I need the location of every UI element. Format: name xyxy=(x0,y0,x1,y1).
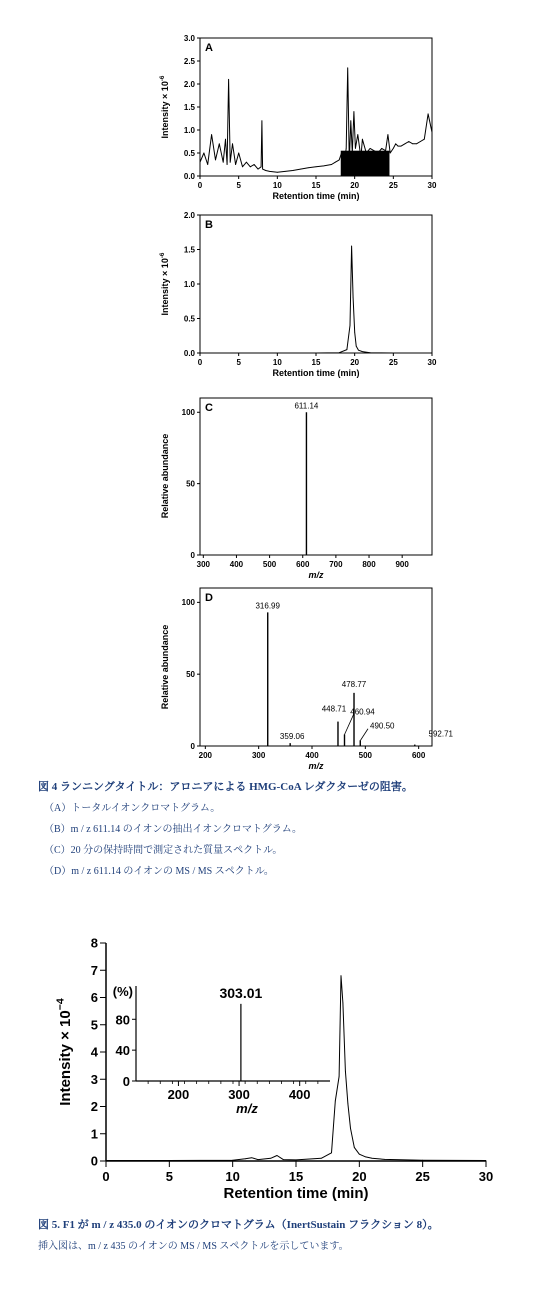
plot-frame xyxy=(200,588,432,746)
data-point xyxy=(251,1157,252,1158)
data-point xyxy=(395,143,396,144)
data-point xyxy=(254,164,255,165)
x-tick-label: 600 xyxy=(411,751,426,760)
data-point xyxy=(351,246,352,247)
y-tick-label: 100 xyxy=(181,408,195,418)
x-tick-label: 400 xyxy=(305,751,319,760)
data-point xyxy=(393,353,394,354)
data-point xyxy=(335,162,336,163)
data-point xyxy=(408,141,409,142)
data-point xyxy=(232,1160,233,1161)
data-point xyxy=(353,297,354,298)
noise-band xyxy=(341,151,390,176)
x-axis-label: Retention time (min) xyxy=(272,191,360,201)
inset-x-tick-label: 200 xyxy=(167,1087,190,1102)
x-tick-label: 500 xyxy=(358,751,373,760)
data-point xyxy=(285,171,286,172)
data-point xyxy=(242,166,243,167)
data-point xyxy=(412,143,413,144)
data-point xyxy=(106,1160,107,1161)
x-tick-label: 25 xyxy=(388,358,398,367)
data-point xyxy=(235,164,236,165)
y-tick-label: 2 xyxy=(90,1099,98,1115)
y-axis-label: Relative abundance xyxy=(160,624,170,710)
data-point xyxy=(339,352,340,353)
data-point xyxy=(203,153,204,154)
y-axis-exponent: −4 xyxy=(54,998,67,1011)
y-tick-label: 2.0 xyxy=(183,210,195,220)
chart-b xyxy=(159,211,437,378)
x-tick-label: 200 xyxy=(198,751,213,760)
x-axis-label: Retention time (min) xyxy=(272,368,360,378)
data-point xyxy=(355,148,356,149)
data-point xyxy=(432,353,433,354)
x-tick-label: 15 xyxy=(311,358,321,367)
x-tick-label: 10 xyxy=(272,181,282,190)
data-point xyxy=(228,79,229,80)
y-tick-label: 3.0 xyxy=(183,33,195,43)
data-point xyxy=(354,332,355,333)
y-tick-label: 0 xyxy=(190,741,195,751)
data-point xyxy=(384,1159,385,1160)
data-point xyxy=(207,164,208,165)
peak-label: 478.77 xyxy=(341,679,367,689)
peak-label: 460.94 xyxy=(350,707,375,717)
data-point xyxy=(339,1076,340,1077)
data-point xyxy=(348,1103,349,1104)
x-axis-label: Retention time (min) xyxy=(223,1185,369,1202)
y-tick-label: 50 xyxy=(186,479,195,489)
data-point xyxy=(353,111,354,112)
data-point xyxy=(405,143,406,144)
panel-label: A xyxy=(205,42,213,54)
data-point xyxy=(331,164,332,165)
y-tick-label: 6 xyxy=(90,990,98,1006)
x-tick-label: 20 xyxy=(350,358,360,367)
peak-label: 490.50 xyxy=(370,721,395,731)
data-point xyxy=(269,171,270,172)
peak-label: 316.99 xyxy=(255,601,280,611)
y-tick-label: 0.0 xyxy=(183,348,195,358)
y-axis-exponent: -6 xyxy=(158,252,166,259)
data-point xyxy=(381,148,382,149)
x-tick-label: 300 xyxy=(251,751,266,760)
x-tick-label: 500 xyxy=(262,560,277,569)
data-point xyxy=(345,1071,346,1072)
x-tick-label: 20 xyxy=(352,1169,367,1184)
data-point xyxy=(356,346,357,347)
data-point xyxy=(283,1159,284,1160)
data-point xyxy=(265,170,266,171)
data-point xyxy=(393,148,394,149)
data-point xyxy=(308,167,309,168)
data-point xyxy=(262,169,263,170)
data-point xyxy=(258,1159,259,1160)
x-tick-label: 30 xyxy=(427,181,437,190)
panel-label: C xyxy=(205,402,213,414)
data-point xyxy=(432,132,433,133)
data-point xyxy=(261,166,262,167)
y-tick-label: 0 xyxy=(90,1153,98,1169)
y-tick-label: 4 xyxy=(90,1044,98,1060)
data-point xyxy=(339,160,340,161)
data-point xyxy=(388,134,389,135)
leader-line xyxy=(345,714,354,734)
x-tick-label: 25 xyxy=(388,181,398,190)
x-axis-label: m/z xyxy=(308,761,324,771)
inset-peak-label: 303.01 xyxy=(219,984,263,1001)
y-tick-label: 2.0 xyxy=(183,79,195,89)
data-point xyxy=(416,143,417,144)
x-tick-label: 400 xyxy=(229,560,244,569)
inset-x-tick-label: 400 xyxy=(288,1087,311,1102)
y-tick-label: 0.0 xyxy=(183,171,195,181)
y-tick-label: 7 xyxy=(90,962,98,978)
inset-x-label: m/z xyxy=(236,1101,258,1116)
data-point xyxy=(424,139,425,140)
leader-line xyxy=(361,729,368,740)
chart-a xyxy=(159,34,437,201)
data-point xyxy=(341,975,342,976)
inset-chart xyxy=(113,984,330,1116)
x-tick-label: 800 xyxy=(362,560,376,569)
x-tick-label: 600 xyxy=(296,560,310,569)
data-point xyxy=(238,153,239,154)
data-point xyxy=(270,1158,271,1159)
data-point xyxy=(316,353,317,354)
data-point xyxy=(227,164,228,165)
data-point xyxy=(486,1160,487,1161)
y-tick-label: 50 xyxy=(186,669,195,679)
data-point xyxy=(258,169,259,170)
y-tick-label: 1.5 xyxy=(183,102,195,112)
x-axis-label: m/z xyxy=(308,570,324,580)
y-axis-label: Intensity × $10^{-6}$ xyxy=(158,252,170,316)
x-tick-label: 5 xyxy=(236,358,241,367)
data-point xyxy=(354,1147,355,1148)
y-tick-label: 3 xyxy=(90,1071,98,1087)
y-axis-label: Intensity × $10^{-6}$ xyxy=(158,75,170,139)
x-tick-label: 5 xyxy=(165,1169,173,1184)
data-point xyxy=(169,1160,170,1161)
chromatogram-trace xyxy=(200,68,432,172)
data-point xyxy=(359,1154,360,1155)
x-tick-label: 900 xyxy=(395,560,409,569)
data-point xyxy=(350,120,351,121)
data-point xyxy=(261,120,262,121)
data-point xyxy=(296,1160,297,1161)
data-point xyxy=(357,134,358,135)
data-point xyxy=(350,325,351,326)
data-point xyxy=(230,162,231,163)
peak-label: 359.06 xyxy=(279,732,305,742)
y-tick-label: 0.5 xyxy=(183,148,195,158)
data-point xyxy=(225,139,226,140)
figure4-caption-line-d: （D）m / z 611.14 のイオンの MS / MS スペクトル。 xyxy=(44,866,274,877)
chromatogram-trace xyxy=(106,976,486,1161)
y-tick-label: 2.5 xyxy=(183,56,195,66)
x-tick-label: 300 xyxy=(196,560,210,569)
data-point xyxy=(277,172,278,173)
data-point xyxy=(390,153,391,154)
data-point xyxy=(350,1128,351,1129)
x-tick-label: 10 xyxy=(225,1169,240,1184)
data-point xyxy=(277,1155,278,1156)
data-point xyxy=(323,165,324,166)
data-point xyxy=(245,1158,246,1159)
y-tick-label: 5 xyxy=(90,1017,98,1033)
plot-frame xyxy=(200,215,432,353)
figure4-caption-title: 図 4 ランニングタイトル：アロニアによる HMG-CoA レダクターゼの阻害。 xyxy=(38,781,413,793)
x-tick-label: 700 xyxy=(329,560,343,569)
inset-y-tick-label: 0 xyxy=(122,1074,130,1089)
y-tick-label: 1 xyxy=(90,1126,98,1142)
data-point xyxy=(292,170,293,171)
data-point xyxy=(398,146,399,147)
x-tick-label: 30 xyxy=(427,358,437,367)
data-point xyxy=(219,143,220,144)
y-tick-label: 0 xyxy=(190,550,195,560)
figure5-caption-line: 挿入図は、m / z 435 のイオンの MS / MS スペクトルを示しています。 xyxy=(38,1241,349,1252)
data-point xyxy=(200,353,201,354)
x-tick-label: 25 xyxy=(415,1169,430,1184)
y-axis-label: Intensity × $10^{-4}$ xyxy=(54,998,74,1106)
data-point xyxy=(238,353,239,354)
y-axis-exponent: -6 xyxy=(158,75,166,82)
x-tick-label: 0 xyxy=(197,358,203,367)
plot-frame xyxy=(200,398,432,555)
chromatogram-trace xyxy=(200,246,432,353)
y-tick-label: 0.5 xyxy=(183,314,195,324)
data-point xyxy=(362,139,363,140)
data-point xyxy=(223,162,224,163)
data-point xyxy=(370,148,371,149)
y-tick-label: 1.0 xyxy=(183,279,195,289)
data-point xyxy=(372,1158,373,1159)
data-point xyxy=(250,166,251,167)
x-tick-label: 20 xyxy=(350,181,360,190)
data-point xyxy=(277,353,278,354)
data-point xyxy=(300,169,301,170)
inset-y-tick-label: 80 xyxy=(115,1012,130,1028)
chart-d xyxy=(160,588,454,771)
data-point xyxy=(215,160,216,161)
x-tick-label: 0 xyxy=(102,1169,110,1184)
data-point xyxy=(347,349,348,350)
data-point xyxy=(370,352,371,353)
inset-x-tick-label: 300 xyxy=(228,1087,250,1102)
y-tick-label: 1.0 xyxy=(183,125,195,135)
panel-label: D xyxy=(205,592,213,604)
x-tick-label: 10 xyxy=(272,358,282,367)
inset-y-label: (%) xyxy=(112,984,133,999)
data-point xyxy=(331,1152,332,1153)
data-point xyxy=(420,141,421,142)
data-point xyxy=(358,350,359,351)
y-axis-label: Relative abundance xyxy=(160,433,170,519)
data-point xyxy=(362,351,363,352)
data-point xyxy=(232,143,233,144)
figure4-caption-line-a: （A）トータルイオンクロマトグラム。 xyxy=(44,803,221,814)
data-point xyxy=(335,1101,336,1102)
peak-label: 611.14 xyxy=(294,401,319,411)
data-point xyxy=(342,1003,343,1004)
y-tick-label: 8 xyxy=(90,935,98,951)
data-point xyxy=(428,114,429,115)
x-tick-label: 30 xyxy=(478,1169,494,1184)
data-point xyxy=(246,162,247,163)
peak-label: 448.71 xyxy=(321,704,347,714)
panel-label: B xyxy=(205,219,213,231)
y-tick-label: 100 xyxy=(181,598,195,608)
peak-label: 592.71 xyxy=(428,729,454,739)
y-tick-label: 1.5 xyxy=(183,245,195,255)
x-tick-label: 5 xyxy=(236,181,241,190)
x-tick-label: 15 xyxy=(288,1169,304,1184)
data-point xyxy=(422,1160,423,1161)
plot-frame xyxy=(200,38,432,176)
data-point xyxy=(365,1157,366,1158)
x-tick-label: 15 xyxy=(311,181,321,190)
figure5-caption-title: 図 5. F1 が m / z 435.0 のイオンのクロマトグラム（InertSustain フラクション 8）。 xyxy=(38,1219,439,1231)
data-point xyxy=(200,162,201,163)
x-tick-label: 0 xyxy=(197,181,203,190)
inset-y-tick-label: 40 xyxy=(115,1043,130,1059)
data-point xyxy=(211,134,212,135)
chart-c xyxy=(160,398,432,580)
chart-f1 xyxy=(54,936,493,1202)
figure4-caption-line-b: （B）m / z 611.14 のイオンの抽出イオンクロマトグラム。 xyxy=(44,824,302,835)
data-point xyxy=(346,148,347,149)
figure4-caption-line-c: （C）20 分の保持時間で測定された質量スペクトル。 xyxy=(44,845,283,856)
data-point xyxy=(401,146,402,147)
data-point xyxy=(316,166,317,167)
data-point xyxy=(347,68,348,69)
data-point xyxy=(321,1158,322,1159)
